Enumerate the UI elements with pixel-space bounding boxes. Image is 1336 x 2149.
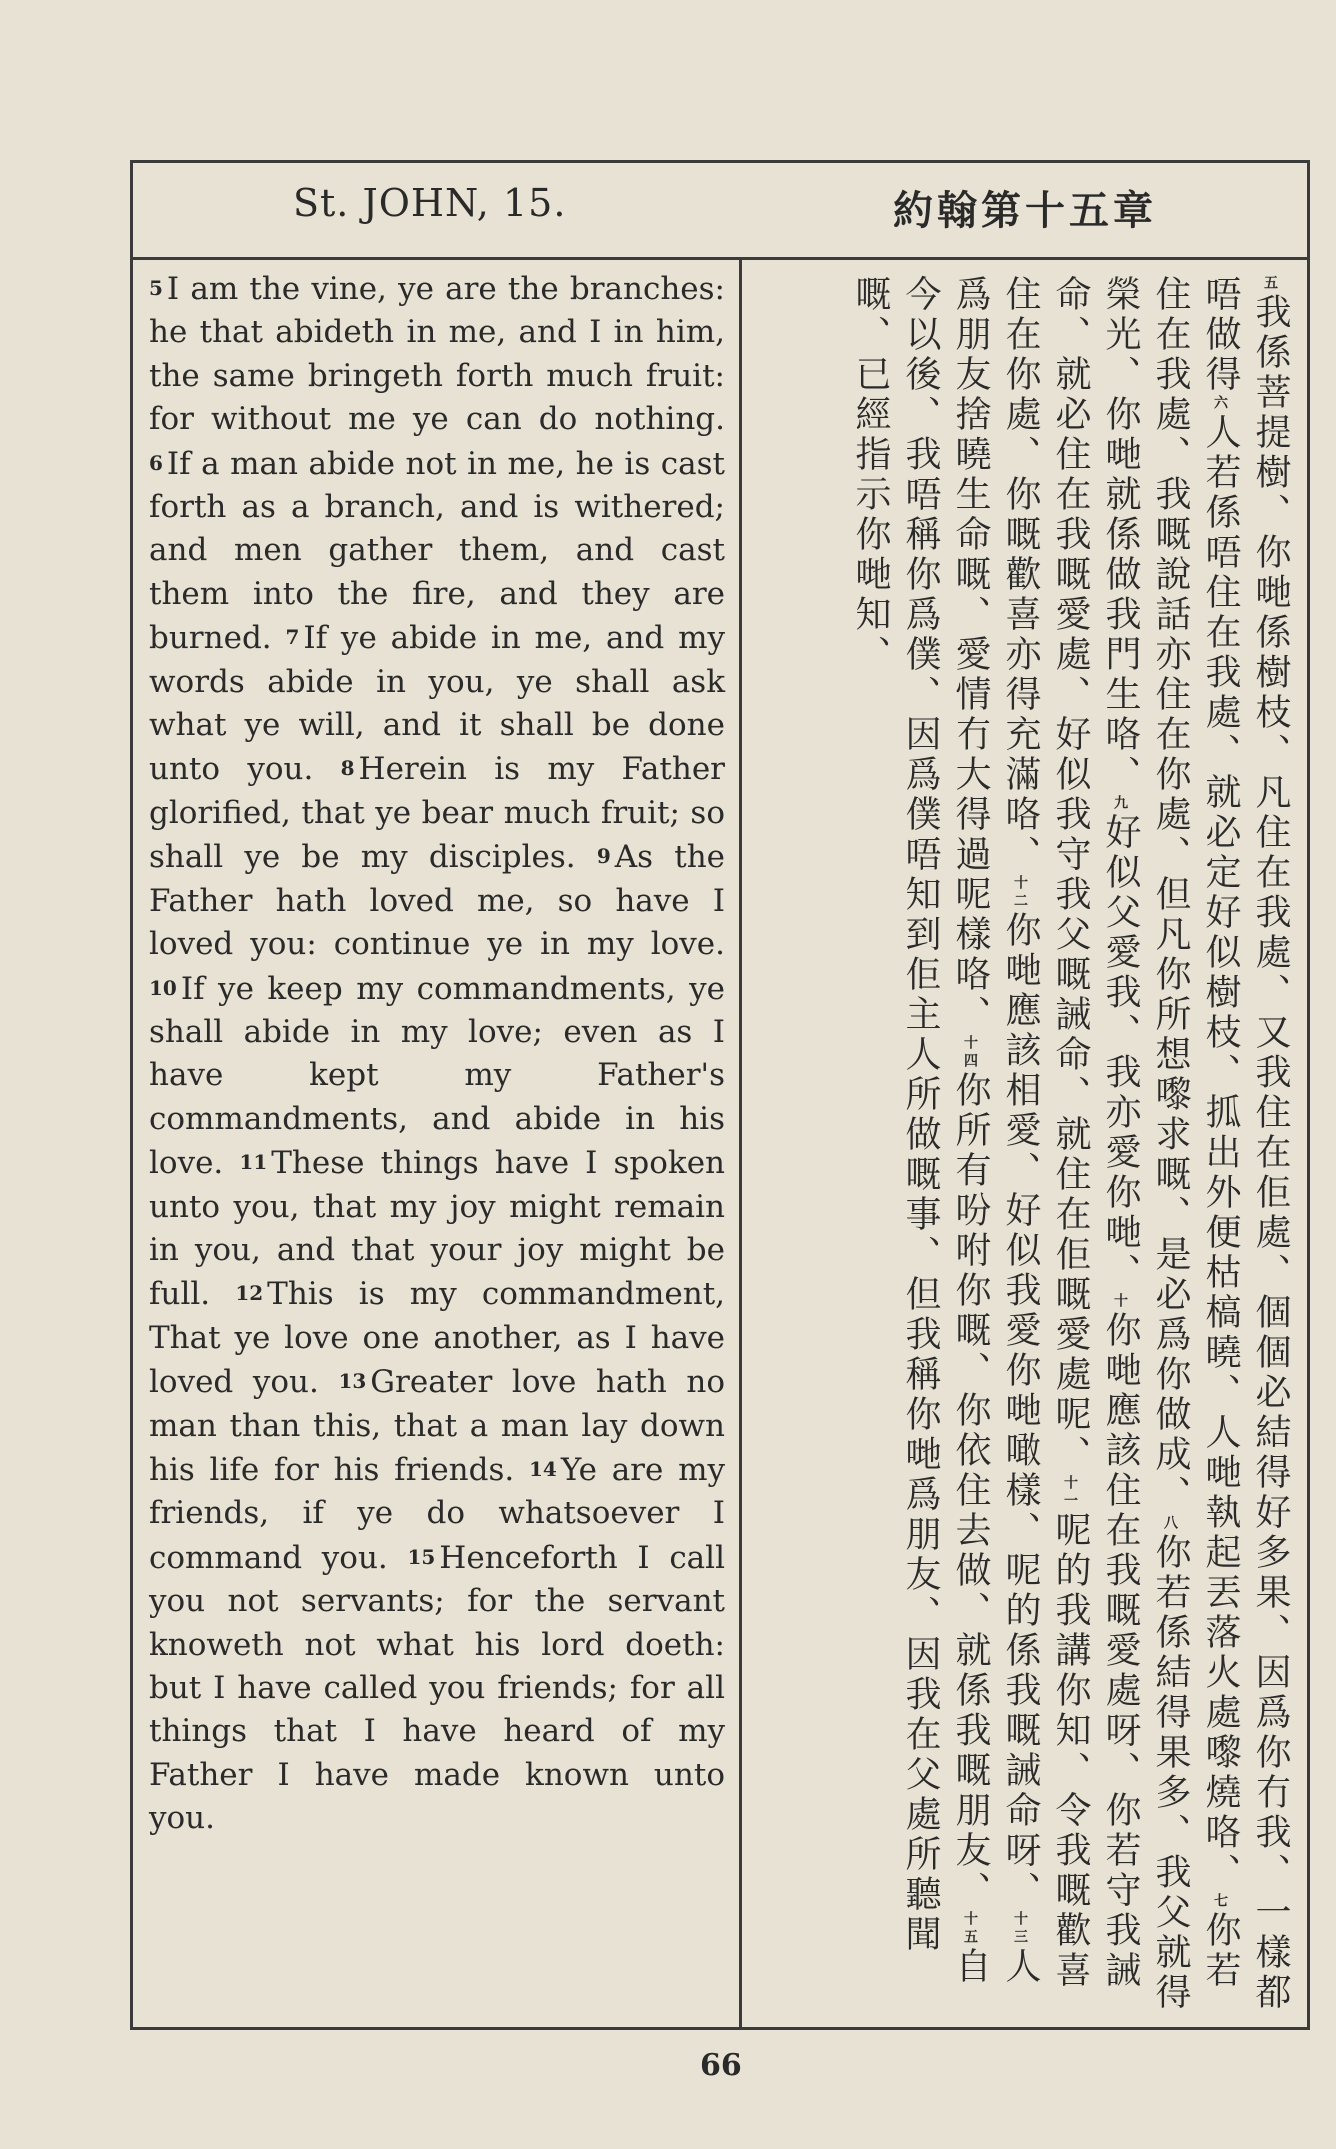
verse-text: 我係菩提樹、你哋係樹枝、凡住在我處、又我住在佢處、個個必結得好多果、因爲你冇我、一樣都唔做得	[1200, 275, 1291, 2013]
verse-text: 你若係結得果多、我父就得榮光、你哋就係做我門生咯、	[1100, 275, 1191, 2013]
page-frame	[130, 160, 1310, 2030]
verse-text: 你哋應該住在我嘅愛處呀、你若守我誡命、就必住在我嘅愛處、好似我守我父嘅誡命、就住在佢嘅愛處呢、	[1050, 275, 1141, 1991]
verse-number: 十	[1112, 1293, 1128, 1311]
verse-number: 14	[529, 1456, 557, 1481]
verse-number: 15	[407, 1544, 436, 1569]
verse-number: 6	[149, 450, 163, 475]
verse-number: 11	[239, 1150, 268, 1175]
verse-number: 五	[1262, 275, 1278, 293]
verse-text: As the Father hath loved me, so have I loved you: continue ye in my love.	[149, 839, 726, 963]
page-number: 66	[700, 2048, 742, 2083]
verse-number: 9	[596, 844, 611, 869]
verse-text: 人爲朋友捨曉生命嘅、愛情冇大得過呢樣咯、	[950, 275, 1041, 1987]
verse-number: 13	[338, 1369, 367, 1394]
verse-text: 呢的我講你知、令我嘅歡喜住在你處、你嘅歡喜亦得充滿咯、	[1000, 275, 1091, 1991]
verse	[1200, 395, 1241, 1893]
running-header	[133, 163, 1307, 260]
verse-text: 自今以後、我唔稱你爲僕、因爲僕唔知到佢主人所做嘅事、但我稱你哋爲朋友、因我在父處所聽聞嘅、已經指示你哋知、	[850, 275, 991, 1987]
verse-text: 好似父愛我、我亦愛你哋、	[1100, 813, 1141, 1293]
verse-text: If a man abide not in me, he is cast forth as a branch, and is withered; and men gather them, and cast them into the fire, and they are burned.	[149, 445, 725, 657]
verse-number: 十一	[1062, 1475, 1078, 1511]
verse-text: If ye keep my commandments, ye shall abide in my love; even as I have kept my Father's commandments, and abide in his love.	[149, 970, 725, 1182]
column-divider	[739, 257, 742, 2027]
verse-number: 十三	[1012, 1911, 1028, 1947]
verse-text: Herein is my Father glorified, that ye bear much fruit; so shall ye be my disciples.	[149, 751, 725, 876]
verse-number: 十二	[1012, 875, 1028, 911]
verse-text: These things have I spoken unto you, that my joy might remain in you, and that your joy might be full.	[149, 1145, 726, 1313]
verse-text: 你所有吩咐你嘅、你依住去做、就係我嘅朋友、	[950, 1071, 991, 1911]
english-column	[149, 267, 725, 1841]
verse	[149, 271, 725, 437]
verse-text: 人若係唔住在我處、就必定好似樹枝、㧓出外便枯槁曉、人哋執起丟落火處嚟燒咯、	[1200, 413, 1241, 1893]
verse-number: 七	[1212, 1893, 1228, 1911]
header-title-zh: 約翰第十五章	[893, 188, 1157, 234]
verse-number: 10	[149, 975, 177, 1000]
verse-number: 12	[235, 1281, 264, 1306]
chinese-column	[755, 275, 1295, 2015]
verse-text: 你若住在我處、我嘅說話亦住在你處、但凡你所想嚟求嘅、是必爲你做成、	[1150, 275, 1241, 1991]
verse	[149, 1540, 725, 1836]
verse-text: 你哋應該相愛、好似我愛你哋噉樣、呢的係我嘅誡命呀、	[1000, 911, 1041, 1911]
verse-number: 六	[1212, 395, 1228, 413]
verse-number: 5	[149, 276, 163, 300]
verse-number: 十五	[962, 1911, 978, 1947]
verse-text: Greater love hath no man than this, that a man lay down his life for his friends.	[149, 1364, 726, 1488]
verse	[1100, 795, 1141, 1293]
verse	[950, 1035, 991, 1911]
verse	[1000, 875, 1041, 1911]
verse-number: 九	[1112, 795, 1128, 813]
verse-text: If ye abide in me, and my words abide in you, ye shall ask what ye will, and it shall be done unto you.	[149, 620, 725, 788]
verse-number: 八	[1162, 1515, 1178, 1533]
verse-text: I am the vine, ye are the branches: he that abideth in me, and I in him, the same bringeth forth much fruit: for without me ye can do nothing.	[149, 271, 725, 438]
header-title-en: St. JOHN, 15.	[293, 181, 567, 225]
verse-text: Ye are my friends, if ye do whatsoever I command you.	[149, 1451, 725, 1576]
verse-text: This is my commandment, That ye love one another, as I have loved you.	[149, 1276, 726, 1401]
verse-number: 8	[340, 756, 355, 781]
verse-number: 7	[285, 625, 300, 650]
verse-text: Henceforth I call you not servants; for the servant knoweth not what his lord doeth: but I have called you friends; for all things that I have heard of my Father I have made known unto you.	[149, 1539, 725, 1837]
verse-number: 十四	[962, 1035, 978, 1071]
